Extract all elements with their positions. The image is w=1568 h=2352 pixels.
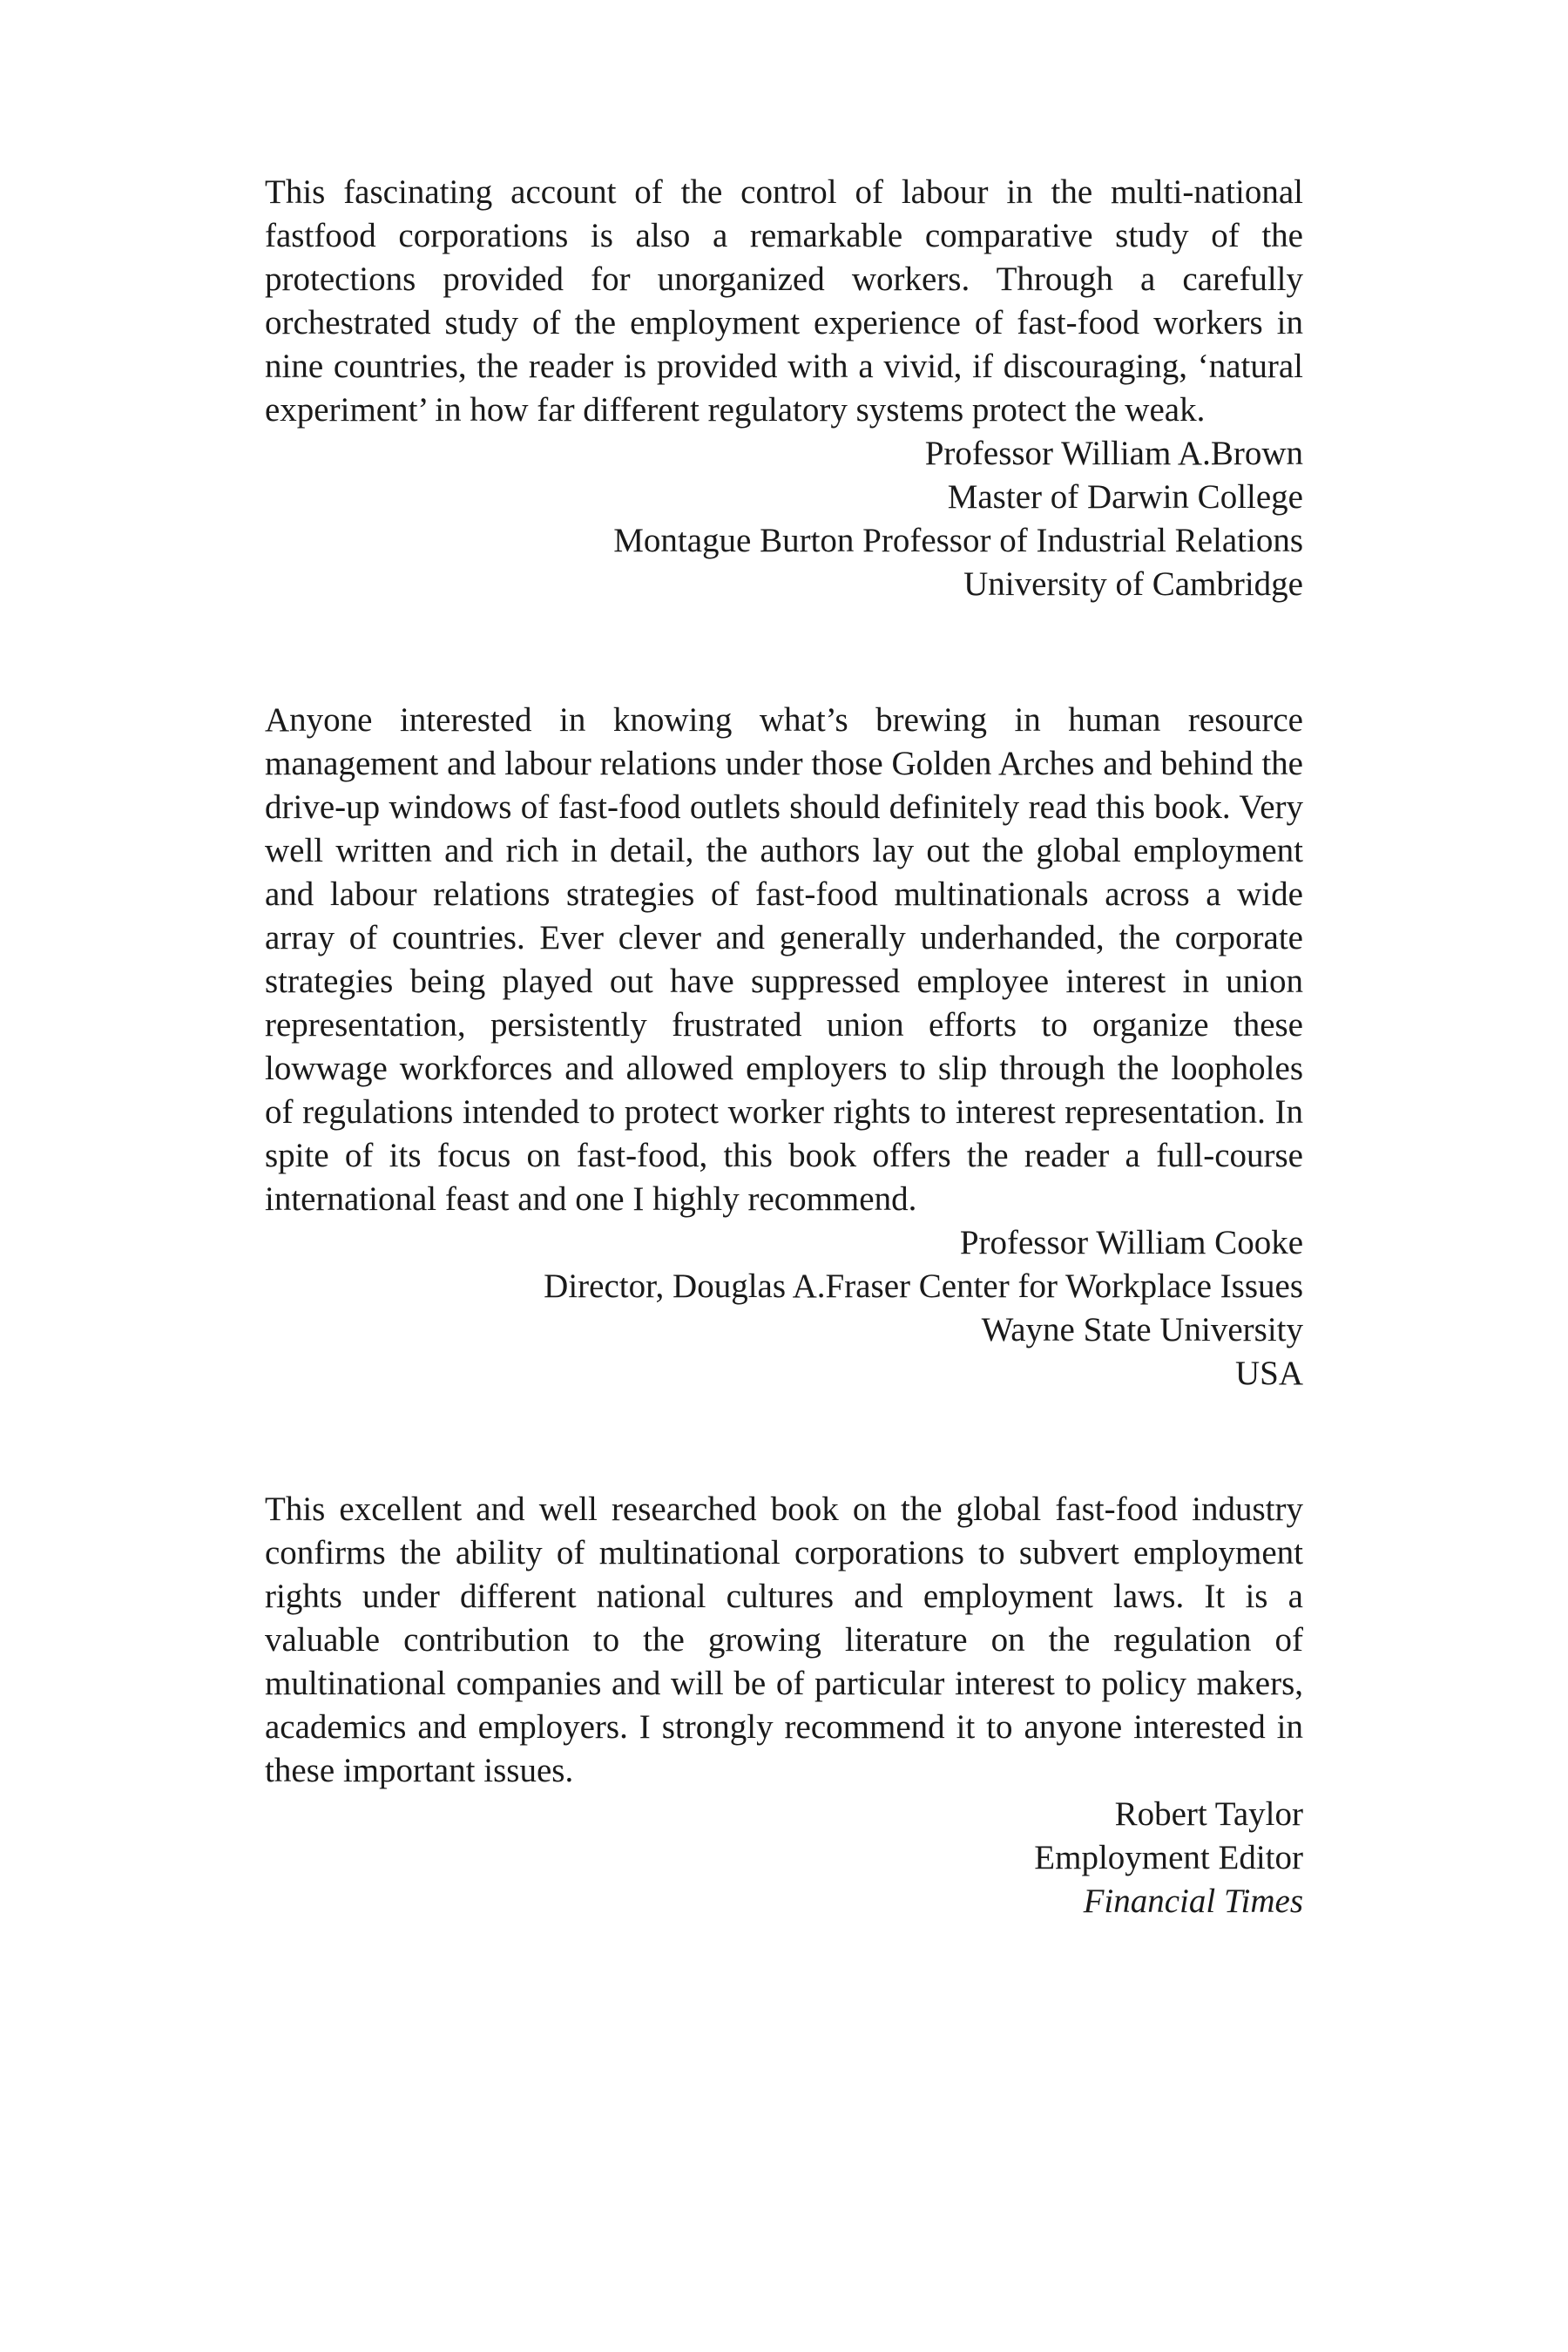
- attribution-name: Professor William A.Brown: [924, 435, 1303, 472]
- attribution-institution: University of Cambridge: [963, 565, 1303, 603]
- attribution-country: USA: [1234, 1355, 1303, 1392]
- endorsement-attribution: [265, 432, 1303, 606]
- endorsement-taylor: [265, 1488, 1303, 1923]
- endorsement-brown: [265, 171, 1303, 606]
- endorsements-column: [265, 171, 1303, 1923]
- section-spacer: [265, 606, 1303, 699]
- attribution-title: Employment Editor: [1034, 1839, 1303, 1876]
- endorsement-attribution: [265, 1221, 1303, 1396]
- section-spacer: [265, 1396, 1303, 1488]
- attribution-title: Master of Darwin College: [947, 478, 1303, 516]
- attribution-title: Director, Douglas A.Fraser Center for Workplace Issues: [544, 1267, 1303, 1305]
- endorsement-quote: This excellent and well researched book on the global fast-food industry confirms the ability of multinational corporations to subvert employment rights under different national cultures and employment laws. It is a valuable contribution to the growing literature on the regulation of multinational companies and will be of particular interest to policy makers, academics and employers. I strongly recommend it to anyone interested in these important issues.: [265, 1490, 1303, 1789]
- endorsement-quote: Anyone interested in knowing what’s brewing in human resource management and labour relations under those Golden Arches and behind the drive-up windows of fast-food outlets should definitely read this book. Very well written and rich in detail, the authors lay out the global employment and labour relations strategies of fast-food multinationals across a wide array of countries. Ever clever and generally underhanded, the corporate strategies being played out have suppressed employee interest in union representation, persistently frustrated union efforts to organize these lowwage workforces and allowed employers to slip through the loopholes of regulations intended to protect worker rights to interest representation. In spite of its focus on fast-food, this book offers the reader a full-course international feast and one I highly recommend.: [265, 701, 1303, 1218]
- endorsement-quote: This fascinating account of the control of labour in the multi-national fastfood corporations is also a remarkable comparative study of the protections provided for unorganized workers. Through a carefully orchestrated study of the employment experience of fast-food workers in nine countries, the reader is provided with a vivid, if discouraging, ‘natural experiment’ in how far different regulatory systems protect the weak.: [265, 173, 1303, 429]
- attribution-name: Professor William Cooke: [959, 1224, 1303, 1261]
- endorsement-cooke: [265, 699, 1303, 1396]
- attribution-title: Montague Burton Professor of Industrial Relations: [613, 522, 1303, 559]
- endorsement-attribution: [265, 1793, 1303, 1923]
- attribution-institution: Wayne State University: [981, 1311, 1303, 1348]
- attribution-name: Robert Taylor: [1114, 1795, 1303, 1833]
- attribution-publication: Financial Times: [1083, 1882, 1303, 1920]
